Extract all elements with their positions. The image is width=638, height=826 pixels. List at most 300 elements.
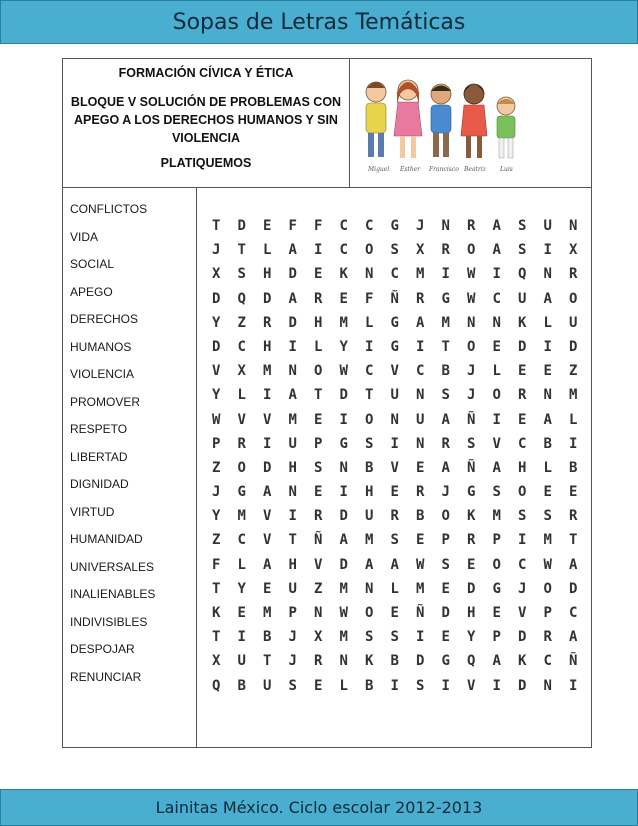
grid-letter: M bbox=[569, 387, 578, 404]
word-list bbox=[70, 202, 155, 697]
grid-letter: B bbox=[263, 629, 272, 646]
grid-letter: M bbox=[365, 532, 374, 549]
grid-letter: P bbox=[212, 435, 221, 452]
grid-letter: A bbox=[365, 556, 374, 573]
word-item: SOCIAL bbox=[70, 257, 115, 271]
grid-letter: E bbox=[416, 532, 425, 549]
grid-row bbox=[212, 266, 595, 290]
grid-letter: R bbox=[314, 290, 323, 307]
grid-letter: G bbox=[492, 580, 501, 597]
grid-letter: D bbox=[569, 338, 578, 355]
grid-letter: I bbox=[390, 435, 399, 452]
grid-letter: S bbox=[365, 629, 374, 646]
grid-letter: V bbox=[492, 435, 501, 452]
grid-row bbox=[212, 532, 595, 556]
grid-letter: L bbox=[492, 363, 501, 380]
grid-letter: J bbox=[288, 653, 297, 670]
grid-letter: O bbox=[441, 508, 450, 525]
grid-row bbox=[212, 412, 595, 436]
grid-row bbox=[212, 460, 595, 484]
grid-letter: V bbox=[263, 532, 272, 549]
grid-letter: D bbox=[288, 314, 297, 331]
name-label-5: Luis bbox=[500, 166, 513, 173]
word-item: INALIENABLES bbox=[70, 587, 156, 601]
word-item: DERECHOS bbox=[70, 312, 139, 326]
grid-letter: A bbox=[492, 653, 501, 670]
grid-letter: C bbox=[237, 532, 246, 549]
grid-letter: A bbox=[543, 290, 552, 307]
letter-grid bbox=[212, 218, 595, 702]
child-figure-4 bbox=[461, 84, 487, 158]
grid-letter: E bbox=[263, 218, 272, 234]
footer-text: Lainitas México. Ciclo escolar 2012-2013 bbox=[155, 798, 483, 817]
grid-letter: G bbox=[390, 314, 399, 331]
title-banner bbox=[0, 0, 638, 44]
grid-letter: A bbox=[339, 532, 348, 549]
grid-letter: E bbox=[543, 484, 552, 501]
grid-letter: S bbox=[237, 266, 246, 283]
grid-letter: M bbox=[339, 580, 348, 597]
grid-row bbox=[212, 678, 595, 702]
word-item: UNIVERSALES bbox=[70, 559, 155, 574]
children-illustration bbox=[358, 74, 526, 176]
grid-letter: S bbox=[518, 508, 527, 525]
grid-letter: I bbox=[441, 266, 450, 283]
grid-letter: C bbox=[518, 435, 527, 452]
grid-letter: W bbox=[339, 605, 348, 621]
child-figure-3 bbox=[431, 84, 451, 157]
grid-row bbox=[212, 436, 595, 460]
grid-letter: Z bbox=[212, 532, 221, 549]
grid-letter: A bbox=[492, 459, 501, 476]
grid-letter: C bbox=[365, 363, 374, 380]
grid-letter: Y bbox=[237, 580, 246, 597]
grid-letter: E bbox=[543, 363, 552, 380]
grid-letter: R bbox=[467, 218, 476, 234]
grid-letter: W bbox=[467, 266, 476, 283]
grid-letter: K bbox=[365, 653, 374, 670]
grid-letter: R bbox=[569, 508, 578, 525]
grid-letter: I bbox=[569, 677, 578, 694]
name-label-1: Miguel bbox=[368, 166, 390, 173]
grid-letter: E bbox=[467, 556, 476, 573]
grid-letter: E bbox=[492, 338, 501, 355]
grid-letter: J bbox=[467, 363, 476, 380]
grid-letter: T bbox=[212, 218, 221, 234]
grid-letter: V bbox=[518, 605, 527, 621]
grid-letter: A bbox=[543, 411, 552, 428]
grid-letter: H bbox=[314, 314, 323, 331]
grid-letter: A bbox=[263, 484, 272, 501]
grid-letter: O bbox=[314, 363, 323, 380]
grid-letter: D bbox=[237, 218, 246, 234]
grid-letter: W bbox=[467, 290, 476, 307]
grid-letter: N bbox=[416, 435, 425, 452]
grid-letter: O bbox=[467, 338, 476, 355]
grid-letter: Z bbox=[212, 459, 221, 476]
grid-letter: K bbox=[467, 508, 476, 525]
grid-letter: I bbox=[339, 484, 348, 501]
grid-letter: H bbox=[288, 556, 297, 573]
grid-letter: U bbox=[390, 387, 399, 404]
grid-letter: N bbox=[543, 387, 552, 404]
grid-letter: T bbox=[365, 387, 374, 404]
grid-letter: B bbox=[365, 459, 374, 476]
grid-letter: Z bbox=[569, 363, 578, 380]
grid-letter: I bbox=[492, 677, 501, 694]
grid-letter: E bbox=[441, 580, 450, 597]
grid-letter: I bbox=[543, 338, 552, 355]
grid-row bbox=[212, 291, 595, 315]
grid-letter: D bbox=[467, 580, 476, 597]
grid-letter: G bbox=[237, 484, 246, 501]
grid-letter: A bbox=[288, 290, 297, 307]
grid-letter: L bbox=[390, 580, 399, 597]
grid-letter: Ñ bbox=[416, 605, 425, 621]
grid-letter: L bbox=[237, 556, 246, 573]
grid-letter: C bbox=[569, 605, 578, 621]
grid-letter: G bbox=[339, 435, 348, 452]
grid-letter: I bbox=[314, 242, 323, 259]
name-label-2: Esther bbox=[400, 166, 421, 173]
grid-letter: O bbox=[569, 290, 578, 307]
word-item: VIDA bbox=[70, 229, 99, 244]
grid-row bbox=[212, 581, 595, 605]
grid-letter: P bbox=[288, 605, 297, 621]
grid-letter: L bbox=[237, 387, 246, 404]
grid-letter: H bbox=[365, 484, 374, 501]
grid-letter: V bbox=[314, 556, 323, 573]
grid-letter: N bbox=[339, 459, 348, 476]
column-divider bbox=[196, 187, 197, 748]
grid-letter: J bbox=[441, 484, 450, 501]
grid-letter: U bbox=[365, 508, 374, 525]
word-item: CONFLICTOS bbox=[70, 202, 148, 216]
grid-letter: L bbox=[569, 411, 578, 428]
grid-letter: A bbox=[441, 459, 450, 476]
grid-letter: J bbox=[288, 629, 297, 646]
grid-letter: A bbox=[288, 387, 297, 404]
grid-letter: I bbox=[288, 508, 297, 525]
grid-letter: M bbox=[543, 532, 552, 549]
grid-letter: E bbox=[518, 363, 527, 380]
grid-letter: M bbox=[263, 363, 272, 380]
grid-letter: R bbox=[416, 484, 425, 501]
child-figure-2 bbox=[394, 80, 422, 158]
grid-letter: N bbox=[314, 605, 323, 621]
grid-letter: U bbox=[237, 653, 246, 670]
grid-letter: E bbox=[416, 459, 425, 476]
grid-letter: L bbox=[365, 314, 374, 331]
grid-letter: T bbox=[212, 629, 221, 646]
grid-letter: V bbox=[263, 411, 272, 428]
word-item: INDIVISIBLES bbox=[70, 614, 148, 629]
grid-row bbox=[212, 242, 595, 266]
grid-letter: U bbox=[288, 435, 297, 452]
grid-letter: K bbox=[212, 605, 221, 621]
grid-letter: F bbox=[314, 218, 323, 234]
grid-letter: N bbox=[365, 266, 374, 283]
grid-letter: Q bbox=[467, 653, 476, 670]
grid-letter: V bbox=[467, 677, 476, 694]
grid-letter: R bbox=[467, 532, 476, 549]
grid-letter: D bbox=[339, 508, 348, 525]
grid-letter: I bbox=[288, 338, 297, 355]
grid-letter: X bbox=[569, 242, 578, 259]
grid-letter: E bbox=[237, 605, 246, 621]
word-item: VIRTUD bbox=[70, 504, 115, 519]
word-item: APEGO bbox=[70, 284, 113, 299]
grid-letter: E bbox=[390, 605, 399, 621]
grid-letter: H bbox=[467, 605, 476, 621]
grid-row bbox=[212, 315, 595, 339]
grid-letter: Q bbox=[237, 290, 246, 307]
grid-letter: G bbox=[390, 218, 399, 234]
grid-letter: B bbox=[569, 459, 578, 476]
grid-letter: D bbox=[212, 290, 221, 307]
grid-letter: C bbox=[339, 218, 348, 234]
grid-letter: C bbox=[492, 290, 501, 307]
grid-letter: Q bbox=[212, 677, 221, 694]
grid-letter: E bbox=[263, 580, 272, 597]
grid-letter: S bbox=[543, 508, 552, 525]
grid-letter: M bbox=[339, 314, 348, 331]
grid-letter: I bbox=[518, 532, 527, 549]
grid-letter: A bbox=[441, 411, 450, 428]
header-info bbox=[62, 58, 350, 188]
grid-letter: D bbox=[518, 629, 527, 646]
grid-letter: G bbox=[390, 338, 399, 355]
child-figure-1 bbox=[366, 82, 386, 157]
grid-letter: B bbox=[237, 677, 246, 694]
grid-letter: O bbox=[467, 242, 476, 259]
grid-letter: C bbox=[365, 218, 374, 234]
grid-letter: B bbox=[441, 363, 450, 380]
grid-row bbox=[212, 387, 595, 411]
grid-letter: D bbox=[212, 338, 221, 355]
grid-letter: U bbox=[569, 314, 578, 331]
page-title: Sopas de Letras Temáticas bbox=[172, 9, 466, 35]
grid-letter: A bbox=[416, 314, 425, 331]
grid-row bbox=[212, 557, 595, 581]
word-item: PROMOVER bbox=[70, 394, 141, 409]
grid-row bbox=[212, 605, 595, 629]
grid-letter: J bbox=[416, 218, 425, 234]
grid-letter: P bbox=[492, 629, 501, 646]
grid-row bbox=[212, 484, 595, 508]
grid-letter: L bbox=[314, 338, 323, 355]
word-item: HUMANOS bbox=[70, 339, 132, 354]
grid-letter: S bbox=[390, 629, 399, 646]
grid-letter: A bbox=[288, 242, 297, 259]
grid-letter: Y bbox=[212, 314, 221, 331]
grid-letter: I bbox=[263, 435, 272, 452]
word-item: VIOLENCIA bbox=[70, 367, 135, 381]
grid-letter: R bbox=[441, 242, 450, 259]
grid-letter: L bbox=[543, 459, 552, 476]
grid-letter: J bbox=[467, 387, 476, 404]
grid-letter: M bbox=[441, 314, 450, 331]
grid-letter: S bbox=[390, 532, 399, 549]
footer-banner bbox=[0, 789, 638, 826]
grid-letter: S bbox=[390, 242, 399, 259]
grid-letter: D bbox=[569, 580, 578, 597]
grid-letter: R bbox=[416, 290, 425, 307]
grid-letter: N bbox=[569, 218, 578, 234]
word-item: LIBERTAD bbox=[70, 449, 128, 464]
grid-letter: R bbox=[569, 266, 578, 283]
name-label-4: Beatriz bbox=[464, 166, 486, 173]
grid-letter: R bbox=[543, 629, 552, 646]
grid-letter: H bbox=[288, 459, 297, 476]
grid-letter: I bbox=[365, 338, 374, 355]
grid-letter: E bbox=[569, 484, 578, 501]
grid-letter: I bbox=[339, 411, 348, 428]
grid-letter: D bbox=[288, 266, 297, 283]
block-title: BLOQUE V SOLUCIÓN DE PROBLEMAS CON APEGO A LOS DERECHOS HUMANOS Y SIN VIOLENCIA bbox=[70, 95, 342, 145]
grid-letter: O bbox=[365, 411, 374, 428]
grid-row bbox=[212, 339, 595, 363]
grid-letter: K bbox=[518, 314, 527, 331]
grid-letter: X bbox=[314, 629, 323, 646]
grid-letter: E bbox=[492, 605, 501, 621]
grid-letter: T bbox=[569, 532, 578, 549]
grid-letter: R bbox=[314, 508, 323, 525]
grid-letter: N bbox=[492, 314, 501, 331]
grid-letter: I bbox=[416, 629, 425, 646]
grid-letter: U bbox=[543, 218, 552, 234]
grid-letter: S bbox=[441, 556, 450, 573]
grid-letter: X bbox=[416, 242, 425, 259]
grid-letter: Z bbox=[237, 314, 246, 331]
grid-letter: D bbox=[518, 677, 527, 694]
grid-letter: V bbox=[390, 363, 399, 380]
grid-letter: S bbox=[288, 677, 297, 694]
grid-letter: S bbox=[492, 484, 501, 501]
grid-letter: V bbox=[237, 411, 246, 428]
grid-letter: G bbox=[467, 484, 476, 501]
grid-letter: I bbox=[237, 629, 246, 646]
grid-letter: S bbox=[314, 459, 323, 476]
word-item: HUMANIDAD bbox=[70, 532, 143, 546]
grid-letter: E bbox=[314, 411, 323, 428]
grid-letter: A bbox=[492, 242, 501, 259]
grid-letter: Ñ bbox=[467, 411, 476, 428]
grid-letter: W bbox=[212, 411, 221, 428]
grid-letter: Ñ bbox=[467, 459, 476, 476]
grid-letter: H bbox=[263, 266, 272, 283]
grid-letter: K bbox=[339, 266, 348, 283]
grid-letter: U bbox=[288, 580, 297, 597]
grid-letter: E bbox=[314, 677, 323, 694]
grid-letter: X bbox=[237, 363, 246, 380]
grid-letter: E bbox=[441, 629, 450, 646]
grid-letter: A bbox=[569, 629, 578, 646]
grid-letter: W bbox=[416, 556, 425, 573]
grid-letter: I bbox=[441, 677, 450, 694]
grid-letter: R bbox=[263, 314, 272, 331]
grid-letter: M bbox=[288, 411, 297, 428]
grid-letter: D bbox=[339, 556, 348, 573]
child-figure-5 bbox=[497, 97, 515, 158]
grid-letter: E bbox=[314, 266, 323, 283]
grid-letter: I bbox=[492, 411, 501, 428]
grid-letter: C bbox=[339, 242, 348, 259]
grid-letter: N bbox=[467, 314, 476, 331]
grid-letter: L bbox=[543, 314, 552, 331]
grid-letter: R bbox=[441, 435, 450, 452]
grid-letter: D bbox=[263, 290, 272, 307]
grid-letter: O bbox=[543, 580, 552, 597]
grid-letter: S bbox=[441, 387, 450, 404]
grid-letter: V bbox=[263, 508, 272, 525]
grid-letter: I bbox=[390, 677, 399, 694]
grid-row bbox=[212, 629, 595, 653]
grid-letter: B bbox=[416, 508, 425, 525]
grid-letter: F bbox=[365, 290, 374, 307]
lesson-title: PLATIQUEMOS bbox=[160, 156, 252, 170]
grid-letter: C bbox=[543, 653, 552, 670]
grid-letter: U bbox=[263, 677, 272, 694]
grid-letter: T bbox=[314, 387, 323, 404]
grid-letter: X bbox=[212, 653, 221, 670]
grid-letter: N bbox=[416, 387, 425, 404]
grid-letter: S bbox=[518, 218, 527, 234]
grid-letter: D bbox=[441, 605, 450, 621]
grid-letter: N bbox=[441, 218, 450, 234]
grid-letter: J bbox=[518, 580, 527, 597]
grid-letter: E bbox=[390, 484, 399, 501]
grid-letter: B bbox=[365, 677, 374, 694]
grid-letter: P bbox=[314, 435, 323, 452]
grid-letter: E bbox=[314, 484, 323, 501]
grid-letter: N bbox=[339, 653, 348, 670]
grid-letter: G bbox=[441, 290, 450, 307]
grid-letter: P bbox=[492, 532, 501, 549]
grid-letter: R bbox=[237, 435, 246, 452]
grid-letter: Y bbox=[212, 387, 221, 404]
grid-letter: A bbox=[492, 218, 501, 234]
grid-letter: S bbox=[416, 677, 425, 694]
grid-letter: E bbox=[339, 290, 348, 307]
grid-letter: Q bbox=[518, 266, 527, 283]
grid-letter: Y bbox=[339, 338, 348, 355]
grid-letter: T bbox=[288, 532, 297, 549]
grid-letter: Y bbox=[212, 508, 221, 525]
grid-letter: L bbox=[263, 242, 272, 259]
grid-letter: H bbox=[263, 338, 272, 355]
grid-row bbox=[212, 653, 595, 677]
grid-letter: U bbox=[416, 411, 425, 428]
subject-title: FORMACIÓN CÍVICA Y ÉTICA bbox=[118, 66, 294, 80]
grid-letter: A bbox=[263, 556, 272, 573]
grid-letter: S bbox=[518, 242, 527, 259]
grid-letter: P bbox=[441, 532, 450, 549]
grid-letter: T bbox=[237, 242, 246, 259]
grid-letter: N bbox=[288, 363, 297, 380]
grid-letter: M bbox=[339, 629, 348, 646]
grid-letter: O bbox=[492, 556, 501, 573]
word-item: DIGNIDAD bbox=[70, 477, 129, 491]
grid-letter: R bbox=[314, 653, 323, 670]
grid-letter: W bbox=[339, 363, 348, 380]
grid-letter: N bbox=[390, 411, 399, 428]
grid-letter: I bbox=[263, 387, 272, 404]
grid-letter: Y bbox=[467, 629, 476, 646]
grid-letter: A bbox=[569, 556, 578, 573]
grid-letter: F bbox=[212, 556, 221, 573]
grid-letter: E bbox=[518, 411, 527, 428]
